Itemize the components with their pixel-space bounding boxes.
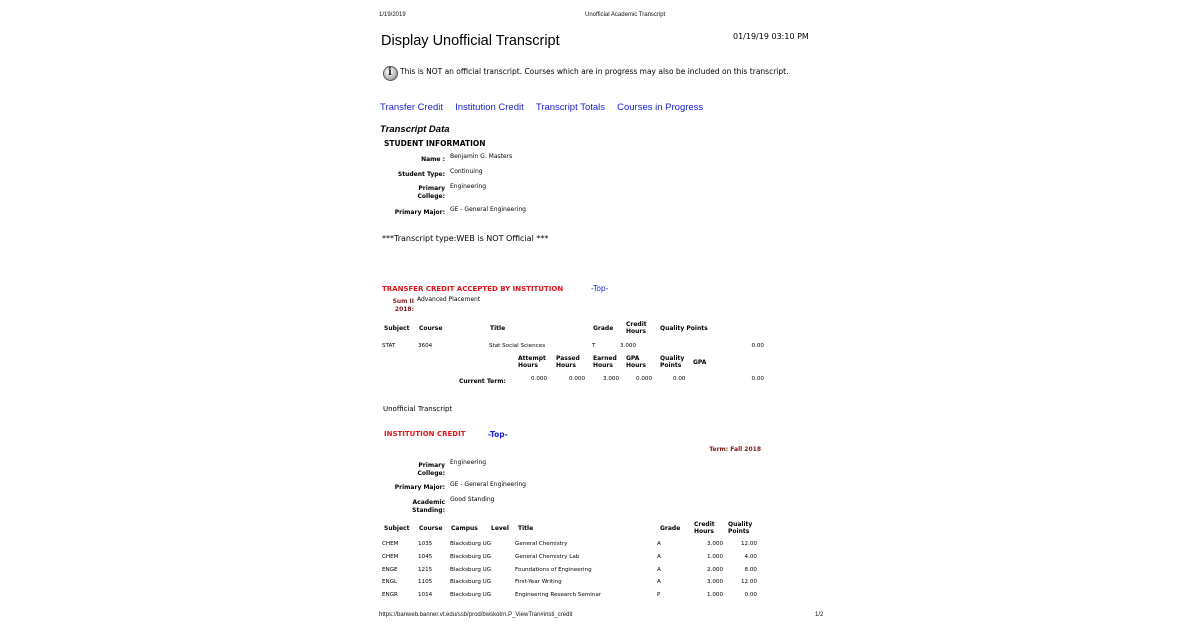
totals-col-passed: Passed Hours [556, 355, 580, 369]
page-title: Display Unofficial Transcript [381, 33, 560, 49]
cell-credit-hours: 3.000 [706, 541, 723, 547]
student-info-heading: STUDENT INFORMATION [384, 139, 486, 148]
inst-col-grade: Grade [660, 525, 681, 532]
col-grade: Grade [593, 325, 614, 332]
totals-col-quality-points: Quality Points [660, 355, 685, 369]
col-course: Course [419, 325, 443, 332]
institution-credit-heading: INSTITUTION CREDIT [384, 430, 466, 438]
inst-value-primary-college: Engineering [450, 459, 486, 466]
transcript-data-heading: Transcript Data [380, 124, 450, 135]
cell-campus: Blacksburg UG [450, 566, 492, 573]
col-title: Title [490, 325, 506, 332]
cell-credit-hours: 3.000 [706, 579, 723, 586]
cell-grade: A [657, 553, 661, 560]
field-value-student-type: Continuing [450, 168, 483, 175]
print-url: https://banweb.banner.vt.edu/ssb/prod/bwskotrn.P_ViewTran#insti_credit [379, 612, 573, 618]
cell-credit-hours: 2.000 [706, 566, 723, 573]
link-institution-credit[interactable]: Institution Credit [455, 102, 524, 113]
cell-subject: ENGE [382, 566, 398, 573]
cell-credit-hours: 1.000 [706, 553, 723, 560]
cell-title: Foundations of Engineering [515, 566, 592, 573]
unofficial-transcript-label: Unofficial Transcript [383, 405, 453, 413]
transfer-top-link[interactable]: -Top- [591, 284, 609, 293]
col-credit-hours: Credit Hours [626, 321, 647, 335]
inst-label-primary-major: Primary Major: [394, 484, 445, 491]
inst-col-level: Level [491, 525, 509, 532]
cell-campus: Blacksburg UG [450, 592, 492, 599]
cell-title: General Chemistry [515, 541, 568, 547]
field-value-primary-college: Engineering [450, 183, 486, 190]
notice-text: This is NOT an official transcript. Courses which are in progress may also be included on this transcript. [400, 67, 789, 76]
link-transcript-totals[interactable]: Transcript Totals [535, 102, 606, 113]
cell-quality-points: 8.00 [744, 566, 757, 573]
institution-top-link[interactable]: -Top- [488, 430, 508, 439]
totals-col-gpa-hours: GPA Hours [626, 355, 646, 369]
inst-col-title: Title [518, 525, 534, 532]
inst-col-credit-hours: Credit Hours [694, 521, 715, 535]
inst-label-academic-standing: Academic Standing: [412, 499, 445, 514]
cell-quality-points: 0.00 [744, 592, 757, 599]
field-label-primary-major: Primary Major: [394, 209, 445, 216]
col-subject: Subject [384, 325, 410, 332]
field-value-primary-major: GE - General Engineering [450, 206, 526, 213]
totals-col-gpa: GPA [693, 359, 707, 366]
cell-title: Engineering Research Seminar [515, 592, 602, 599]
totals-col-attempt: Attempt Hours [518, 355, 546, 369]
cell-course: 1014 [418, 592, 433, 599]
nav-links [380, 95, 703, 114]
cell-title: General Chemistry Lab [515, 553, 580, 560]
transfer-source: Advanced Placement [417, 296, 481, 303]
inst-value-primary-major: GE - General Engineering [450, 481, 526, 488]
inst-col-campus: Campus [451, 525, 478, 532]
cell-campus: Blacksburg UG [450, 541, 492, 547]
institution-term: Term: Fall 2018 [709, 446, 761, 453]
cell-subject: ENGR [382, 592, 398, 599]
print-date: 1/19/2019 [379, 12, 406, 18]
cell-title: First-Year Writing [515, 579, 562, 586]
cell-course: 1105 [418, 579, 433, 586]
cell-quality-points: 12.00 [740, 579, 757, 586]
print-title: Unofficial Academic Transcript [585, 12, 666, 18]
inst-col-course: Course [419, 525, 443, 532]
transfer-term: Sum II 2018: [392, 298, 414, 313]
cell-quality-points: 12.00 [740, 541, 757, 547]
cell-subject: CHEM [382, 553, 399, 560]
cell-course: 1215 [418, 566, 433, 573]
cell-subject: CHEM [382, 541, 399, 547]
inst-col-subject: Subject [384, 525, 410, 532]
inst-col-quality-points: Quality Points [728, 521, 753, 535]
cell-campus: Blacksburg UG [450, 579, 492, 586]
field-label-student-type: Student Type: [397, 171, 445, 178]
cell-course: 1035 [418, 541, 433, 547]
field-label-name: Name : [421, 156, 445, 163]
cell-grade: A [657, 566, 661, 573]
cell-grade: P [657, 592, 661, 599]
link-courses-in-progress[interactable]: Courses in Progress [617, 102, 704, 113]
link-transfer-credit[interactable]: Transfer Credit [380, 102, 443, 113]
info-icon [383, 66, 398, 81]
cell-grade: A [657, 579, 661, 586]
col-quality-points: Quality Points [660, 325, 708, 332]
cell-subject: ENGL [382, 579, 398, 586]
totals-col-earned: Earned Hours [593, 355, 617, 369]
page-timestamp: 01/19/19 03:10 PM [733, 32, 809, 41]
transcript-type-note: ***Transcript type:WEB is NOT Official *** [382, 234, 549, 243]
cell-grade: A [657, 541, 661, 547]
cell-quality-points: 4.00 [744, 553, 757, 560]
transfer-credit-heading: TRANSFER CREDIT ACCEPTED BY INSTITUTION [382, 285, 564, 293]
cell-credit-hours: 1.000 [706, 592, 723, 599]
cell-campus: Blacksburg UG [450, 553, 492, 560]
field-label-primary-college: Primary College: [417, 185, 445, 200]
inst-label-primary-college: Primary College: [417, 462, 445, 477]
print-page-number: 1/2 [815, 612, 824, 618]
inst-value-academic-standing: Good Standing [450, 496, 495, 503]
field-value-name: Benjamin G. Masters [450, 153, 513, 160]
cell-course: 1045 [418, 553, 433, 560]
